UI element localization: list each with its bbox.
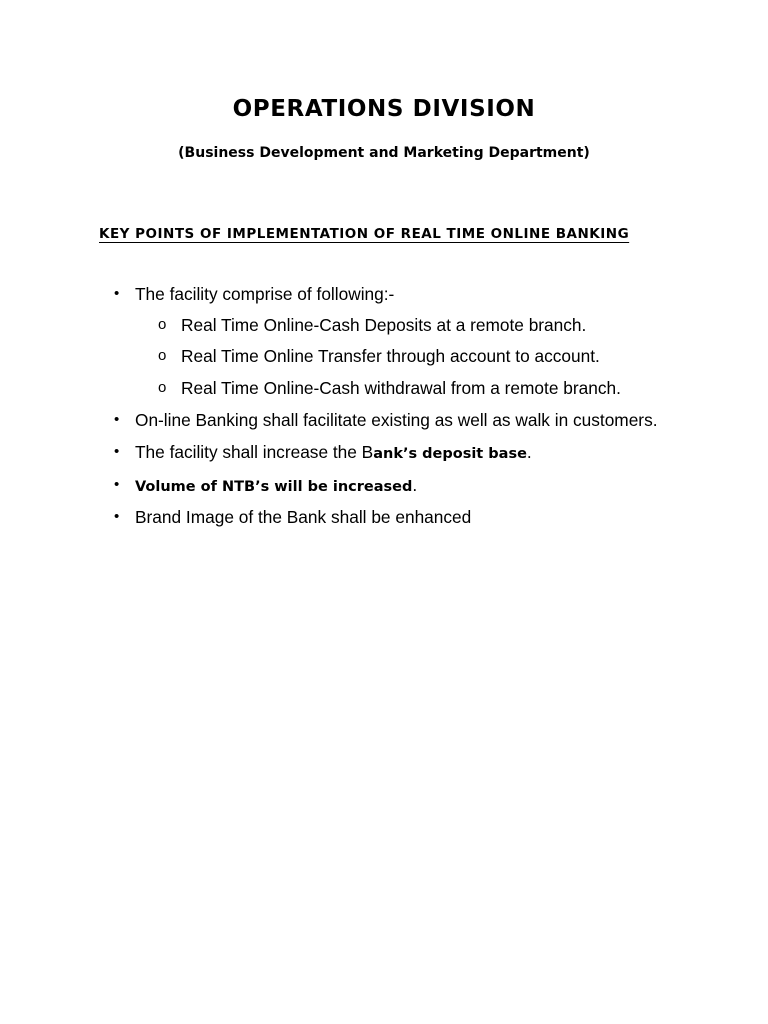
sub-bullet-icon: o: [158, 316, 167, 333]
list-item-text-bold: ank’s deposit base: [373, 446, 527, 462]
list-item-text: Brand Image of the Bank shall be enhanced: [135, 507, 472, 527]
list-item-text: [135, 442, 532, 464]
section-heading: KEY POINTS OF IMPLEMENTATION OF REAL TIME ONLINE BANKING: [99, 226, 630, 242]
bullet-icon: •: [114, 285, 120, 302]
bullet-icon: •: [114, 476, 120, 493]
bullet-icon: •: [114, 411, 120, 428]
bullet-icon: •: [114, 443, 120, 460]
bullet-icon: •: [114, 508, 120, 525]
list-item-text-bold: Volume of NTB’s will be increased: [135, 479, 413, 495]
list-item-text-plain: The facility shall increase the B: [135, 442, 374, 462]
sub-bullet-icon: o: [158, 347, 167, 364]
sub-list-item-text: Real Time Online-Cash Deposits at a remote branch.: [181, 315, 587, 335]
sub-bullet-icon: o: [158, 379, 167, 396]
list-item-text-tail: .: [412, 475, 418, 495]
department-subtitle: (Business Development and Marketing Department): [178, 145, 590, 161]
list-item-text: The facility comprise of following:-: [135, 284, 395, 304]
list-item-text: [135, 475, 417, 497]
list-item-text: On-line Banking shall facilitate existing as well as walk in customers.: [135, 410, 658, 430]
sub-list-item-text: Real Time Online-Cash withdrawal from a remote branch.: [181, 378, 621, 398]
page-title: OPERATIONS DIVISION: [232, 96, 536, 122]
sub-list-item-text: Real Time Online Transfer through account to account.: [181, 346, 600, 366]
list-item-text-tail: .: [526, 442, 532, 462]
